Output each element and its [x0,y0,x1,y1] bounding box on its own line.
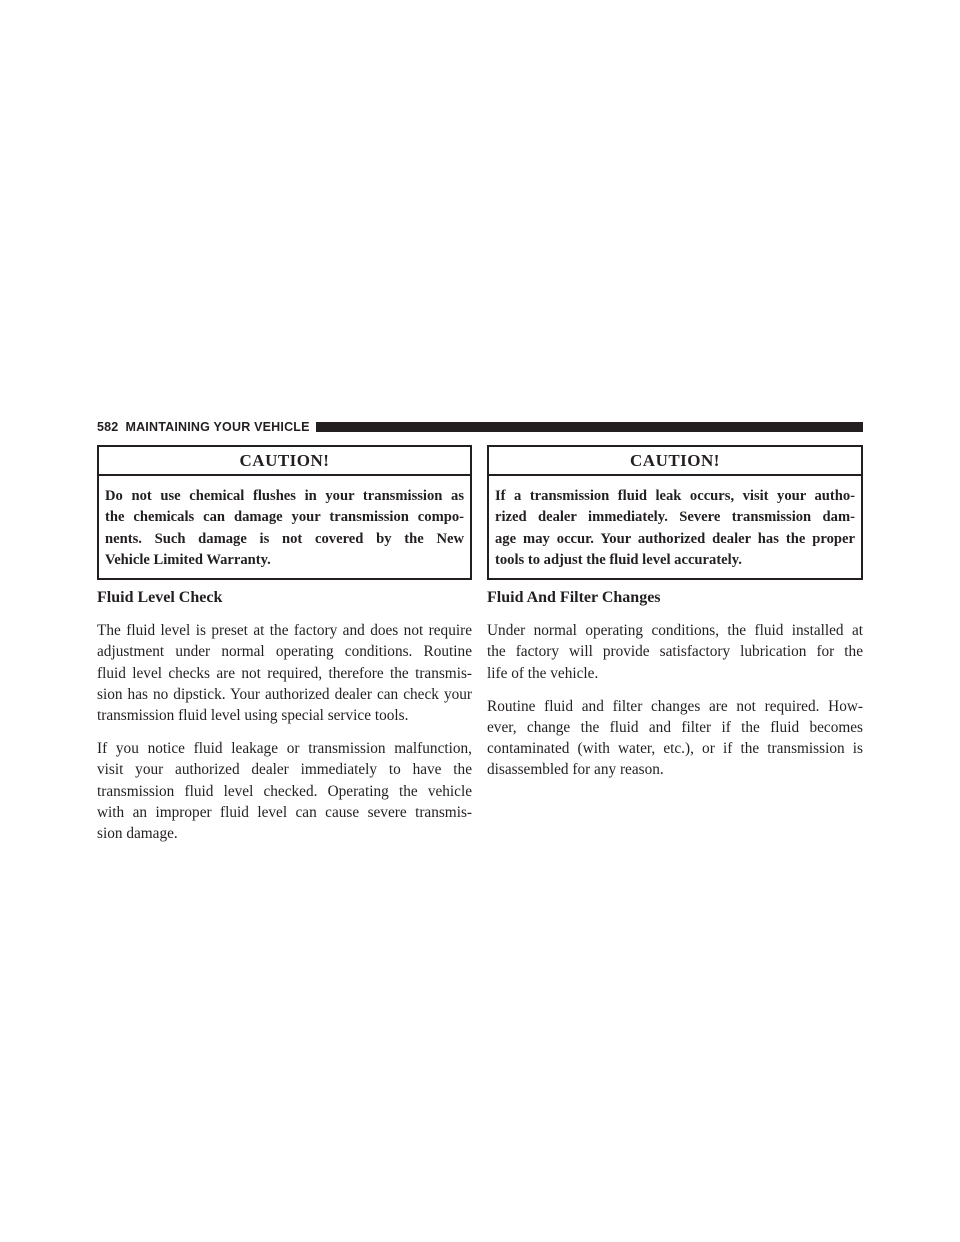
caution-title: CAUTION! [99,447,470,476]
caution-box-chemical-flushes [97,445,472,580]
heading-fluid-and-filter-changes: Fluid And Filter Changes [487,589,661,607]
text-line: sion damage. [97,825,178,843]
caution-box-fluid-leak [487,445,863,580]
page-header [97,418,863,436]
text-line: fluid level checks are not required, therefore the transmis- [97,664,472,682]
text-line: Under normal operating conditions, the fluid installed at [487,622,863,640]
paragraph-fluid-level-preset [97,620,472,726]
paragraph-routine-changes [487,696,863,781]
text-line: transmission fluid level checked. Operating the vehicle [97,782,472,800]
caution-line: age may occur. Your authorized dealer has the proper [495,530,855,547]
text-line: sion has no dipstick. Your authorized dealer can check your [97,685,472,703]
caution-line: rized dealer immediately. Severe transmission dam- [495,509,855,526]
page-number: 582 [97,420,119,434]
paragraph-normal-conditions [487,620,863,684]
text-line: Routine fluid and filter changes are not required. How- [487,697,863,715]
caution-text [489,476,861,578]
caution-line: the chemicals can damage your transmission compo- [105,509,464,526]
text-line: with an improper fluid level can cause severe transmis- [97,803,472,821]
text-line: visit your authorized dealer immediately to have the [97,761,472,779]
caution-line: Do not use chemical flushes in your transmission as [105,488,464,504]
text-line: ever, change the fluid and filter if the fluid becomes [487,719,863,736]
text-line: life of the vehicle. [487,664,599,682]
text-line: the factory will provide satisfactory lubrication for the [487,643,863,661]
caution-line: Vehicle Limited Warranty. [105,551,271,568]
text-line: contaminated (with water, etc.), or if the transmission is [487,740,863,758]
right-column [487,445,863,781]
caution-line: tools to adjust the fluid level accurately. [495,551,742,568]
caution-line: nents. Such damage is not covered by the New [105,530,464,547]
section-title: MAINTAINING YOUR VEHICLE [125,420,310,434]
paragraph-fluid-leakage [97,738,472,844]
text-line: transmission fluid level using special service tools. [97,707,409,724]
left-column [97,445,472,844]
caution-text [99,476,470,578]
text-line: The fluid level is preset at the factory and does not require [97,622,472,640]
text-line: adjustment under normal operating conditions. Routine [97,643,472,661]
header-rule [316,422,863,432]
heading-fluid-level-check: Fluid Level Check [97,589,223,607]
caution-line: If a transmission fluid leak occurs, visit your autho- [495,488,855,504]
text-line: If you notice fluid leakage or transmission malfunction, [97,740,472,758]
text-line: disassembled for any reason. [487,761,664,779]
caution-title: CAUTION! [489,447,861,476]
